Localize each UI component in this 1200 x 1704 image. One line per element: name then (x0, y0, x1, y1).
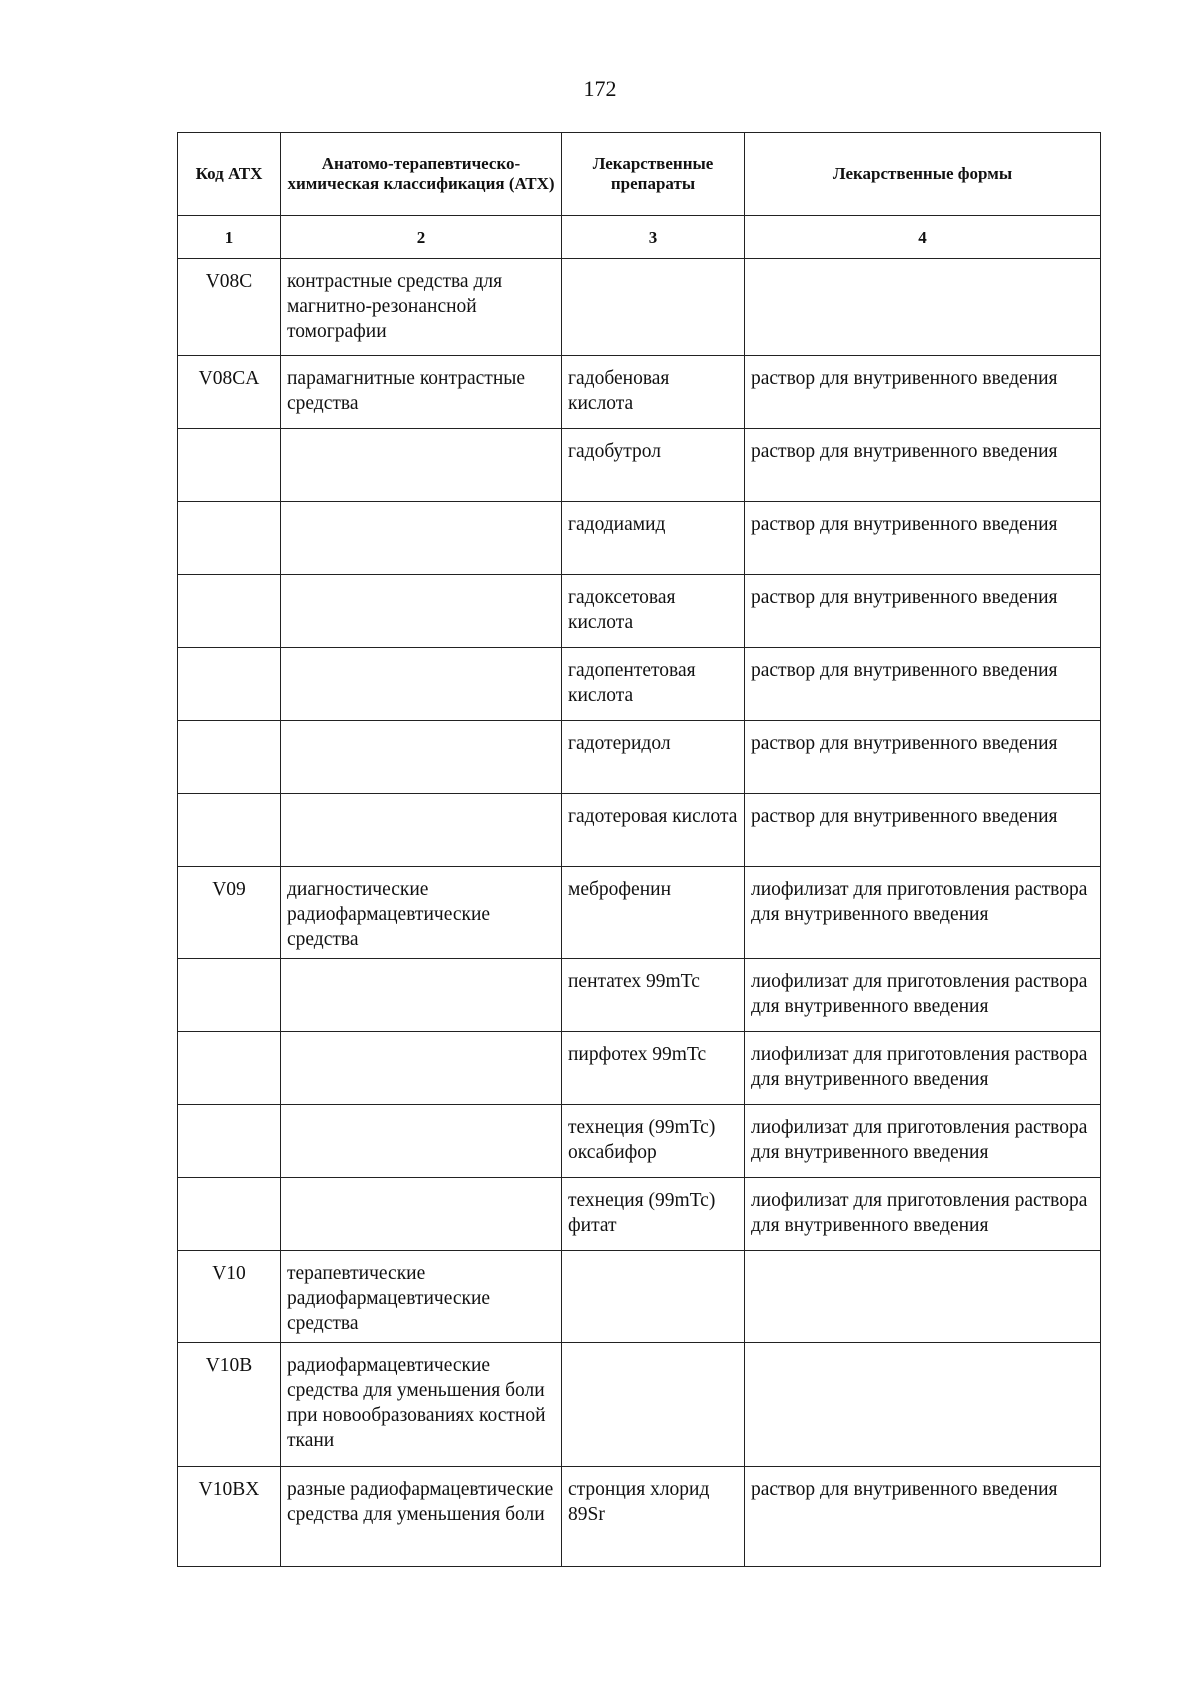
atx-code-cell (178, 575, 281, 648)
drug-cell: пирфотех 99mTc (562, 1032, 745, 1105)
classification-cell: парамагнитные контрастные средства (281, 356, 562, 429)
classification-cell (281, 1105, 562, 1178)
atx-table (177, 132, 1101, 1567)
atx-code-cell (178, 502, 281, 575)
table-row (178, 259, 1101, 356)
table-row (178, 867, 1101, 959)
classification-cell (281, 429, 562, 502)
atx-code-cell (178, 721, 281, 794)
table-row (178, 721, 1101, 794)
dosage-form-cell: лиофилизат для приготовления раствора для внутривенного введения (745, 1105, 1101, 1178)
classification-cell: диагностические радиофармацевтические средства (281, 867, 562, 959)
dosage-form-cell: лиофилизат для приготовления раствора для внутривенного введения (745, 1178, 1101, 1251)
header-row (178, 133, 1101, 216)
atx-code-cell (178, 1105, 281, 1178)
table-row (178, 959, 1101, 1032)
column-number-row (178, 216, 1101, 259)
table-row (178, 575, 1101, 648)
table-row (178, 1343, 1101, 1467)
drug-cell (562, 1343, 745, 1467)
classification-cell (281, 1032, 562, 1105)
table-row (178, 648, 1101, 721)
table-row (178, 1032, 1101, 1105)
dosage-form-cell: лиофилизат для приготовления раствора для внутривенного введения (745, 959, 1101, 1032)
table-row (178, 1251, 1101, 1343)
drug-cell: гадодиамид (562, 502, 745, 575)
drug-cell (562, 1251, 745, 1343)
header-drugs: Лекарственные препараты (562, 133, 745, 216)
classification-cell: радиофармацевтические средства для уменьшения боли при новообразованиях костной ткани (281, 1343, 562, 1467)
classification-cell: разные радиофармацевтические средства для уменьшения боли (281, 1467, 562, 1567)
drug-cell: стронция хлорид 89Sr (562, 1467, 745, 1567)
dosage-form-cell (745, 1251, 1101, 1343)
classification-cell (281, 575, 562, 648)
atx-code-cell (178, 429, 281, 502)
dosage-form-cell: лиофилизат для приготовления раствора для внутривенного введения (745, 1032, 1101, 1105)
classification-cell (281, 959, 562, 1032)
dosage-form-cell: раствор для внутривенного введения (745, 575, 1101, 648)
drug-cell: гадотеровая кислота (562, 794, 745, 867)
atx-code-cell: V09 (178, 867, 281, 959)
table-row (178, 502, 1101, 575)
drug-cell: гадотеридол (562, 721, 745, 794)
atx-code-cell (178, 959, 281, 1032)
drug-cell: гадобеновая кислота (562, 356, 745, 429)
drug-cell: гадоксетовая кислота (562, 575, 745, 648)
table-row (178, 1178, 1101, 1251)
classification-cell (281, 794, 562, 867)
header-classification: Анатомо-терапевтическо-химическая классификация (АТХ) (281, 133, 562, 216)
dosage-form-cell: лиофилизат для приготовления раствора для внутривенного введения (745, 867, 1101, 959)
classification-cell (281, 502, 562, 575)
atx-code-cell (178, 1032, 281, 1105)
page-number: 172 (583, 76, 617, 101)
dosage-form-cell (745, 1343, 1101, 1467)
dosage-form-cell: раствор для внутривенного введения (745, 794, 1101, 867)
dosage-form-cell: раствор для внутривенного введения (745, 1467, 1101, 1567)
drug-cell: меброфенин (562, 867, 745, 959)
table-row (178, 1467, 1101, 1567)
classification-cell (281, 648, 562, 721)
drug-cell: технеция (99mTc) фитат (562, 1178, 745, 1251)
classification-cell (281, 721, 562, 794)
atx-code-cell: V10BX (178, 1467, 281, 1567)
drug-cell (562, 259, 745, 356)
header-forms: Лекарственные формы (745, 133, 1101, 216)
drug-cell: гадобутрол (562, 429, 745, 502)
dosage-form-cell: раствор для внутривенного введения (745, 356, 1101, 429)
classification-cell: терапевтические радиофармацевтические средства (281, 1251, 562, 1343)
dosage-form-cell (745, 259, 1101, 356)
atx-code-cell: V10B (178, 1343, 281, 1467)
column-number: 3 (562, 216, 745, 259)
atx-code-cell: V10 (178, 1251, 281, 1343)
column-number: 2 (281, 216, 562, 259)
atx-code-cell (178, 1178, 281, 1251)
classification-cell: контрастные средства для магнитно-резонансной томографии (281, 259, 562, 356)
dosage-form-cell: раствор для внутривенного введения (745, 429, 1101, 502)
atx-code-cell: V08CA (178, 356, 281, 429)
atx-code-cell: V08C (178, 259, 281, 356)
table-row (178, 356, 1101, 429)
table-row (178, 429, 1101, 502)
header-code: Код АТХ (178, 133, 281, 216)
table-row (178, 1105, 1101, 1178)
column-number: 4 (745, 216, 1101, 259)
dosage-form-cell: раствор для внутривенного введения (745, 721, 1101, 794)
column-number: 1 (178, 216, 281, 259)
table-row (178, 794, 1101, 867)
drug-cell: технеция (99mTc) оксабифор (562, 1105, 745, 1178)
dosage-form-cell: раствор для внутривенного введения (745, 502, 1101, 575)
atx-code-cell (178, 648, 281, 721)
atx-code-cell (178, 794, 281, 867)
classification-cell (281, 1178, 562, 1251)
drug-cell: гадопентетовая кислота (562, 648, 745, 721)
drug-cell: пентатех 99mTc (562, 959, 745, 1032)
dosage-form-cell: раствор для внутривенного введения (745, 648, 1101, 721)
